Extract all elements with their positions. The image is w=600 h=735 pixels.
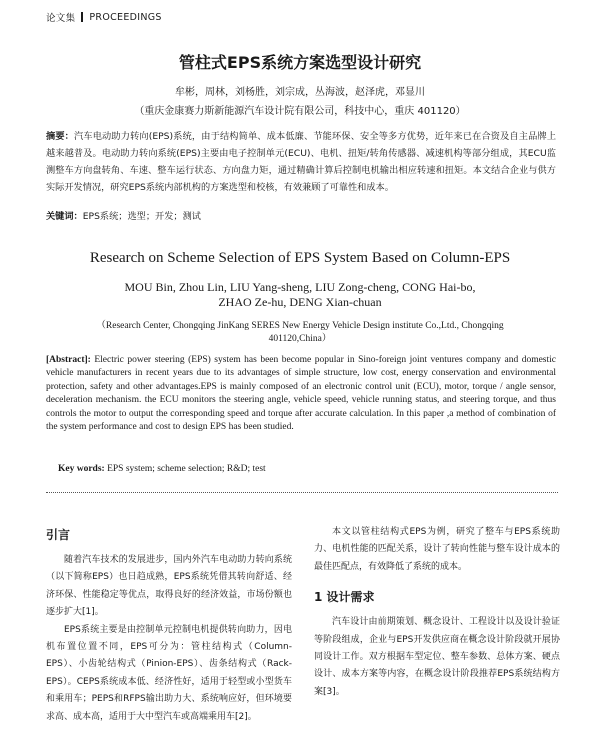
intro-paragraph-2: EPS系统主要是由控制单元控制电机提供转向助力，因电机布置位置不同，EPS可分为：管柱结构式（Column-EPS）、小齿轮结构式（Pinion-EPS）、齿条结构式（Rack-EPS）。CEPS系统成本低、经济性好，适用于轻型或小型货车和乘用车；PEPS和RFPS输出助力大、系统响应好，但环境要求高、成本高，适用于大中型汽车或高端乘用车[2]。 bbox=[46, 624, 292, 722]
authors-en: MOU Bin, Zhou Lin, LIU Yang-sheng, LIU Zong-cheng, CONG Hai-bo, ZHAO Ze-hu, DENG Xian-chuan bbox=[124, 280, 476, 309]
keywords-en-label: Key words: bbox=[58, 464, 105, 474]
keywords-en-text: EPS system; scheme selection; R&D; test bbox=[107, 464, 266, 474]
section-title-design-requirements: 1 设计需求 bbox=[314, 590, 375, 605]
section-name: PROCEEDINGS bbox=[89, 11, 162, 23]
keywords-cn bbox=[46, 208, 556, 222]
authors-cn: 牟彬，周林，刘杨胜，刘宗成，丛海波，赵泽虎，邓显川 bbox=[175, 87, 425, 98]
section-title-introduction: 引言 bbox=[46, 528, 71, 542]
affiliation-en: （Research Center, Chongqing JinKang SERES New Energy Vehicle Design institute Co.,Ltd., Chongqing 401120,China） bbox=[96, 321, 504, 344]
abstract-en-label: [Abstract]: bbox=[46, 355, 91, 365]
header-separator bbox=[81, 12, 83, 22]
abstract-en bbox=[46, 354, 556, 434]
intro-paragraph-1: 随着汽车技术的发展进步，国内外汽车电动助力转向系统（以下简称EPS）也日趋成熟，EPS系统凭借其转向舒适、经济环保、性能稳定等优点，取得良好的经济效益，市场份额也逐步扩大[1]。 bbox=[46, 555, 292, 618]
keywords-cn-text: EPS系统；选型；开发；测试 bbox=[82, 211, 201, 222]
journal-name: 论文集 bbox=[46, 13, 76, 24]
abstract-cn-label: 摘要： bbox=[46, 131, 75, 142]
section-divider bbox=[46, 492, 558, 493]
affiliation-cn: （重庆金康赛力斯新能源汽车设计院有限公司，科技中心，重庆 401120） bbox=[134, 106, 466, 117]
abstract-cn bbox=[46, 128, 556, 196]
page-header bbox=[46, 10, 162, 24]
abstract-en-text: Electric power steering (EPS) system has been become popular in Sino-foreign joint ventures company and domestic vehicle manufacturers in recent years due to its advantages of simple structure, low cost, energy conservation and environmental protection, safety and other advantages.EPS is mainly composed of an electronic control unit (ECU), motor, torque / angle sensor, deceleration mechanism. the ECU monitors the steering angle, vehicle speed, vehicle running status, and steering torque, and thus controls the motor to output the corresponding speed and torque after accurate calculation. In this paper ,a method of combination of the system performance and cost to design EPS has been studied. bbox=[46, 355, 557, 433]
abstract-cn-text: 汽车电动助力转向(EPS)系统，由于结构简单、成本低廉、节能环保、安全等多方优势，近年来已在合资及自主品牌上越来越普及。电动助力转向系统(EPS)主要由电子控制单元(ECU)、电机、扭矩/转角传感器、减速机构等部分组成，其ECU监测整车方向盘转角、车速、整车运行状态、方向盘力矩，通过精确计算后控制电机输出相应转速和扭矩。本文结合企业与供方实际开发情况，研究EPS系统内部机构的方案选型和校核，有效兼顾了可靠性和成本。 bbox=[46, 131, 557, 193]
paper-title-en: Research on Scheme Selection of EPS System Based on Column-EPS bbox=[89, 250, 511, 266]
right-column bbox=[314, 524, 560, 701]
left-column bbox=[46, 524, 292, 726]
keywords-en bbox=[58, 464, 558, 474]
intro-paragraph-3: 本文以管柱结构式EPS为例，研究了整车与EPS系统助力、电机性能的匹配关系，设计了转向性能与整车设计成本的最佳匹配点，有效降低了系统的成本。 bbox=[314, 527, 560, 572]
keywords-cn-label: 关键词： bbox=[46, 211, 83, 222]
design-paragraph-1: 汽车设计由前期策划、概念设计、工程设计以及设计验证等阶段组成，企业与EPS开发供应商在概念设计阶段就开展协同设计工作。双方根据车型定位、整车参数、总体方案、硬点设计、成本方案等内容，在概念设计阶段推荐EPS系统结构方案[3]。 bbox=[314, 617, 560, 697]
paper-title-cn: 管柱式EPS系统方案选型设计研究 bbox=[178, 53, 422, 72]
